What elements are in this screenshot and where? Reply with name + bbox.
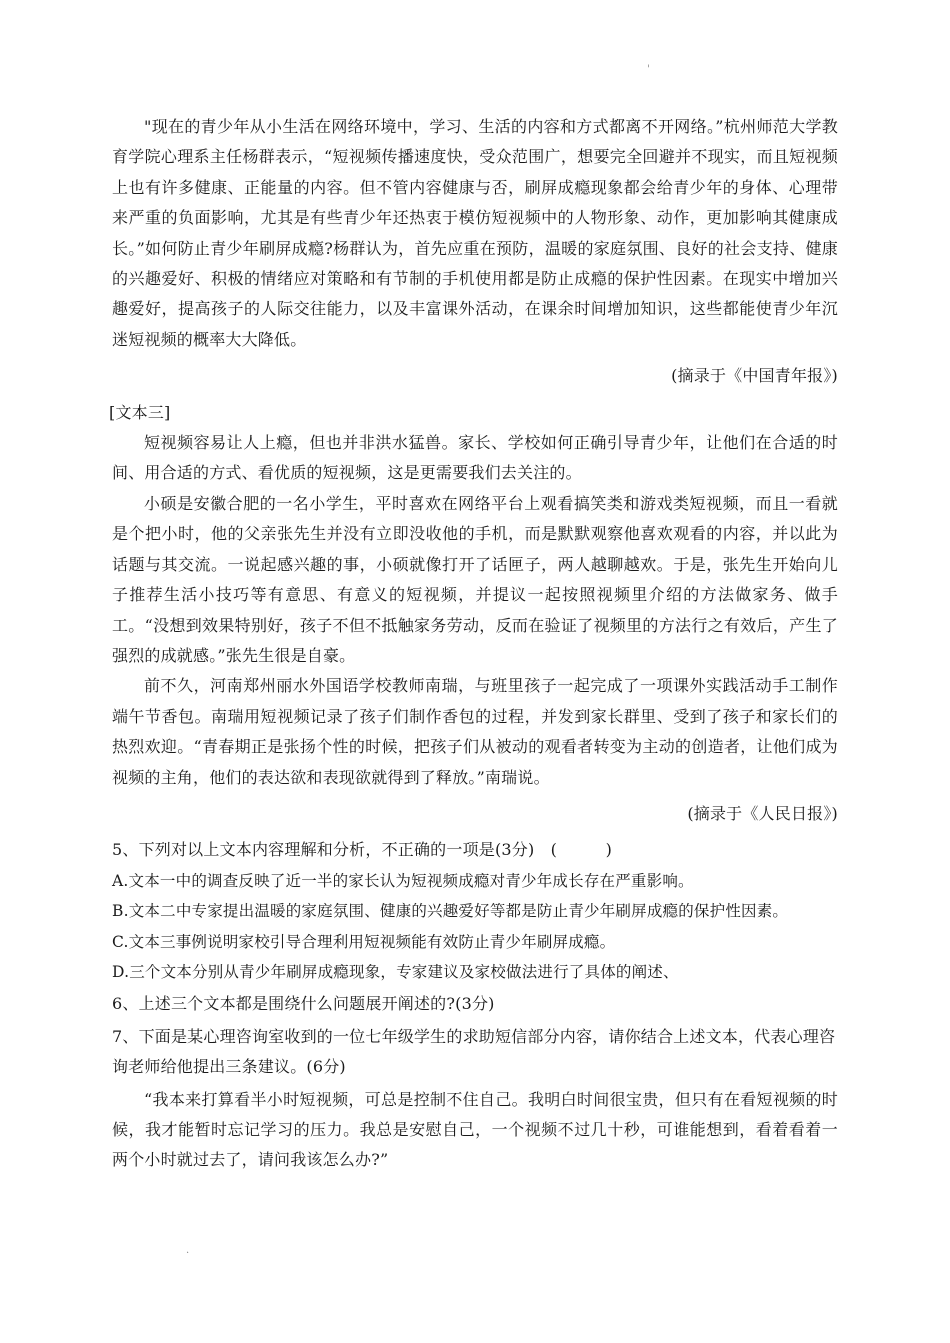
text3-paragraph-2: 小硕是安徽合肥的一名小学生，平时喜欢在网络平台上观看搞笑类和游戏类短视频，而且一看就是个把小时，他的父亲张先生并没有立即没收他的手机，而是默默观察他喜欢观看的内容，并以此为话题与其交流。一说起感兴趣的事，小硕就像打开了话匣子，两人越聊越欢。于是，张先生开始向儿子推荐生活小技巧等有意思、有意义的短视频，并提议一起按照视频里介绍的方法做家务、做手工。“没想到效果特别好，孩子不但不抵触家务劳动，反而在验证了视频里的方法行之有效后，产生了强烈的成就感。”张先生很是自豪。: [112, 493, 838, 665]
text3-paragraph-1: 短视频容易让人上瘾，但也并非洪水猛兽。家长、学校如何正确引导青少年，让他们在合适的时间、用合适的方式、看优质的短视频，这是更需要我们去关注的。: [112, 433, 838, 483]
source-citation-2: (摘录于《中国青年报》): [671, 366, 838, 386]
student-message-quote: “我本来打算看半小时短视频，可总是控制不住自己。我明白时间很宝贵，但只有在看短视频的时候，我才能暂时忘记学习的压力。我总是安慰自己，一个视频不过几十秒，可谁能想到，看着看着一两个小时就过去了，请问我该怎么办?”: [112, 1089, 838, 1170]
text3-label: [文本三]: [109, 402, 171, 422]
document-body: [109, 112, 838, 1176]
text2-paragraph: "现在的青少年从小生活在网络环境中，学习、生活的内容和方式都离不开网络。”杭州师范大学教育学院心理系主任杨群表示，“短视频传播速度快，受众范围广，想要完全回避并不现实，而且短视频上也有许多健康、正能量的内容。但不管内容健康与否，刷屏成瘾现象都会给青少年的身体、心理带来严重的负面影响，尤其是有些青少年还热衷于模仿短视频中的人物形象、动作，更加影响其健康成长。”如何防止青少年刷屏成瘾?杨群认为，首先应重在预防，温暖的家庭氛围、良好的社会支持、健康的兴趣爱好、积极的情绪应对策略和有节制的手机使用都是防止成瘾的保护性因素。在现实中增加兴趣爱好，提高孩子的人际交往能力，以及丰富课外活动，在课余时间增加知识，这些都能使青少年沉迷短视频的概率大大降低。: [112, 117, 838, 349]
question-6: 6、上述三个文本都是围绕什么问题展开阐述的?(3分): [112, 994, 495, 1014]
question-5-option-d: D.三个文本分别从青少年刷屏成瘾现象，专家建议及家校做法进行了具体的阐述、: [112, 962, 679, 981]
page-mark-top: ': [647, 64, 650, 75]
text3-paragraph-3: 前不久，河南郑州丽水外国语学校教师南瑞，与班里孩子一起完成了一项课外实践活动手工制作端午节香包。南瑞用短视频记录了孩子们制作香包的过程，并发到家长群里、受到了孩子和家长们的热烈欢迎。“青春期正是张扬个性的时候，把孩子们从被动的观看者转变为主动的创造者，让他们成为视频的主角，他们的表达欲和表现欲就得到了释放。”南瑞说。: [112, 676, 838, 787]
source-citation-3: (摘录于《人民日报》): [687, 803, 838, 823]
question-5-option-b: B.文本二中专家提出温暖的家庭氛围、健康的兴趣爱好等都是防止青少年刷屏成瘾的保护性因素。: [112, 902, 789, 921]
question-7: 7、下面是某心理咨询室收到的一位七年级学生的求助短信部分内容，请你结合上述文本，代表心理咨询老师给他提出三条建议。(6分): [112, 1026, 836, 1077]
question-5-stem: 5、下列对以上文本内容理解和分析，不正确的一项是(3分) ( ): [112, 840, 613, 860]
question-5-option-a: A.文本一中的调查反映了近一半的家长认为短视频成瘾对青少年成长存在严重影响。: [112, 871, 694, 890]
page-mark-bottom: .: [186, 1245, 190, 1256]
question-5-option-c: C.文本三事例说明家校引导合理利用短视频能有效防止青少年刷屏成瘾。: [112, 932, 616, 951]
